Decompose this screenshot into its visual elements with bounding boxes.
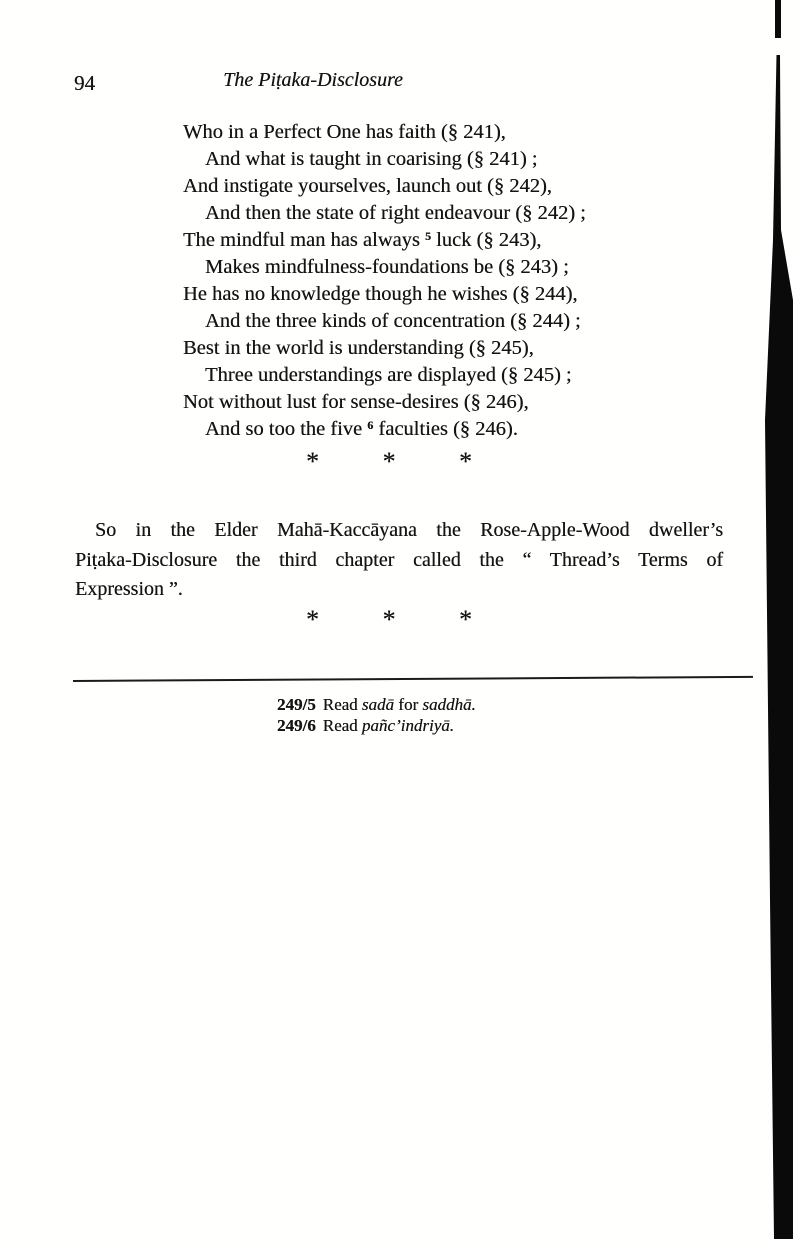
page-number: 94 <box>74 71 95 95</box>
footnote-marker-5: 5 <box>424 229 431 243</box>
verse-text: The mindful man has always <box>183 229 425 251</box>
verse-line: And the three kinds of concentration (§ 244) ; <box>205 310 581 332</box>
verse-line: And what is taught in coarising (§ 241) ; <box>205 148 538 170</box>
footnote-ref: 249/5 <box>277 695 316 714</box>
chapter-colophon <box>75 516 723 605</box>
footnote-term: pañc’indriyā. <box>361 716 454 735</box>
asterisk-icon: * <box>306 605 319 634</box>
verse-line <box>183 416 586 443</box>
footnote-divider <box>73 676 753 683</box>
asterisk-icon: * <box>306 447 319 476</box>
footnote-text: for <box>398 695 419 714</box>
footnote-ref: 249/6 <box>277 716 316 735</box>
footnote-text: Read <box>322 716 358 735</box>
asterisk-separator <box>306 607 472 633</box>
colophon-line: Piṭaka-Disclosure the third chapter called the “ Thread’s Terms of <box>75 548 723 571</box>
asterisk-separator <box>306 449 472 475</box>
verse-line: And then the state of right endeavour (§ 242) ; <box>205 202 586 224</box>
scan-edge-artifact <box>760 0 793 1239</box>
footnotes-block <box>277 694 476 736</box>
footnote-text: Read <box>322 695 358 714</box>
verse-line: He has no knowledge though he wishes (§ 244), <box>183 283 578 305</box>
footnote-marker-6: 6 <box>367 418 374 432</box>
verse-line: Best in the world is understanding (§ 245), <box>183 337 534 359</box>
verse-text: faculties (§ 246). <box>373 418 518 440</box>
verse-line: Not without lust for sense-desires (§ 246), <box>183 391 529 413</box>
verse-line: Who in a Perfect One has faith (§ 241), <box>183 121 506 143</box>
running-head-title: The Piṭaka-Disclosure <box>223 69 403 91</box>
verse-block <box>183 119 586 443</box>
verse-text: luck (§ 243), <box>430 229 542 251</box>
asterisk-icon: * <box>382 605 396 634</box>
verse-line <box>183 227 586 254</box>
asterisk-icon: * <box>459 447 472 476</box>
footnote <box>277 715 476 736</box>
verse-line: And instigate yourselves, launch out (§ 242), <box>183 175 552 197</box>
verse-line: Three understandings are displayed (§ 245) ; <box>205 364 572 386</box>
footnote <box>277 694 476 715</box>
asterisk-icon: * <box>382 447 396 476</box>
verse-line: Makes mindfulness-foundations be (§ 243) ; <box>205 256 569 278</box>
footnote-term: saddhā. <box>422 695 476 714</box>
asterisk-icon: * <box>459 605 472 634</box>
footnote-term: sadā <box>361 695 395 714</box>
colophon-line: So in the Elder Mahā-Kaccāyana the Rose-Apple-Wood dweller’s <box>95 519 723 541</box>
colophon-line: Expression ”. <box>75 578 183 600</box>
verse-text: And so too the five <box>205 418 368 440</box>
